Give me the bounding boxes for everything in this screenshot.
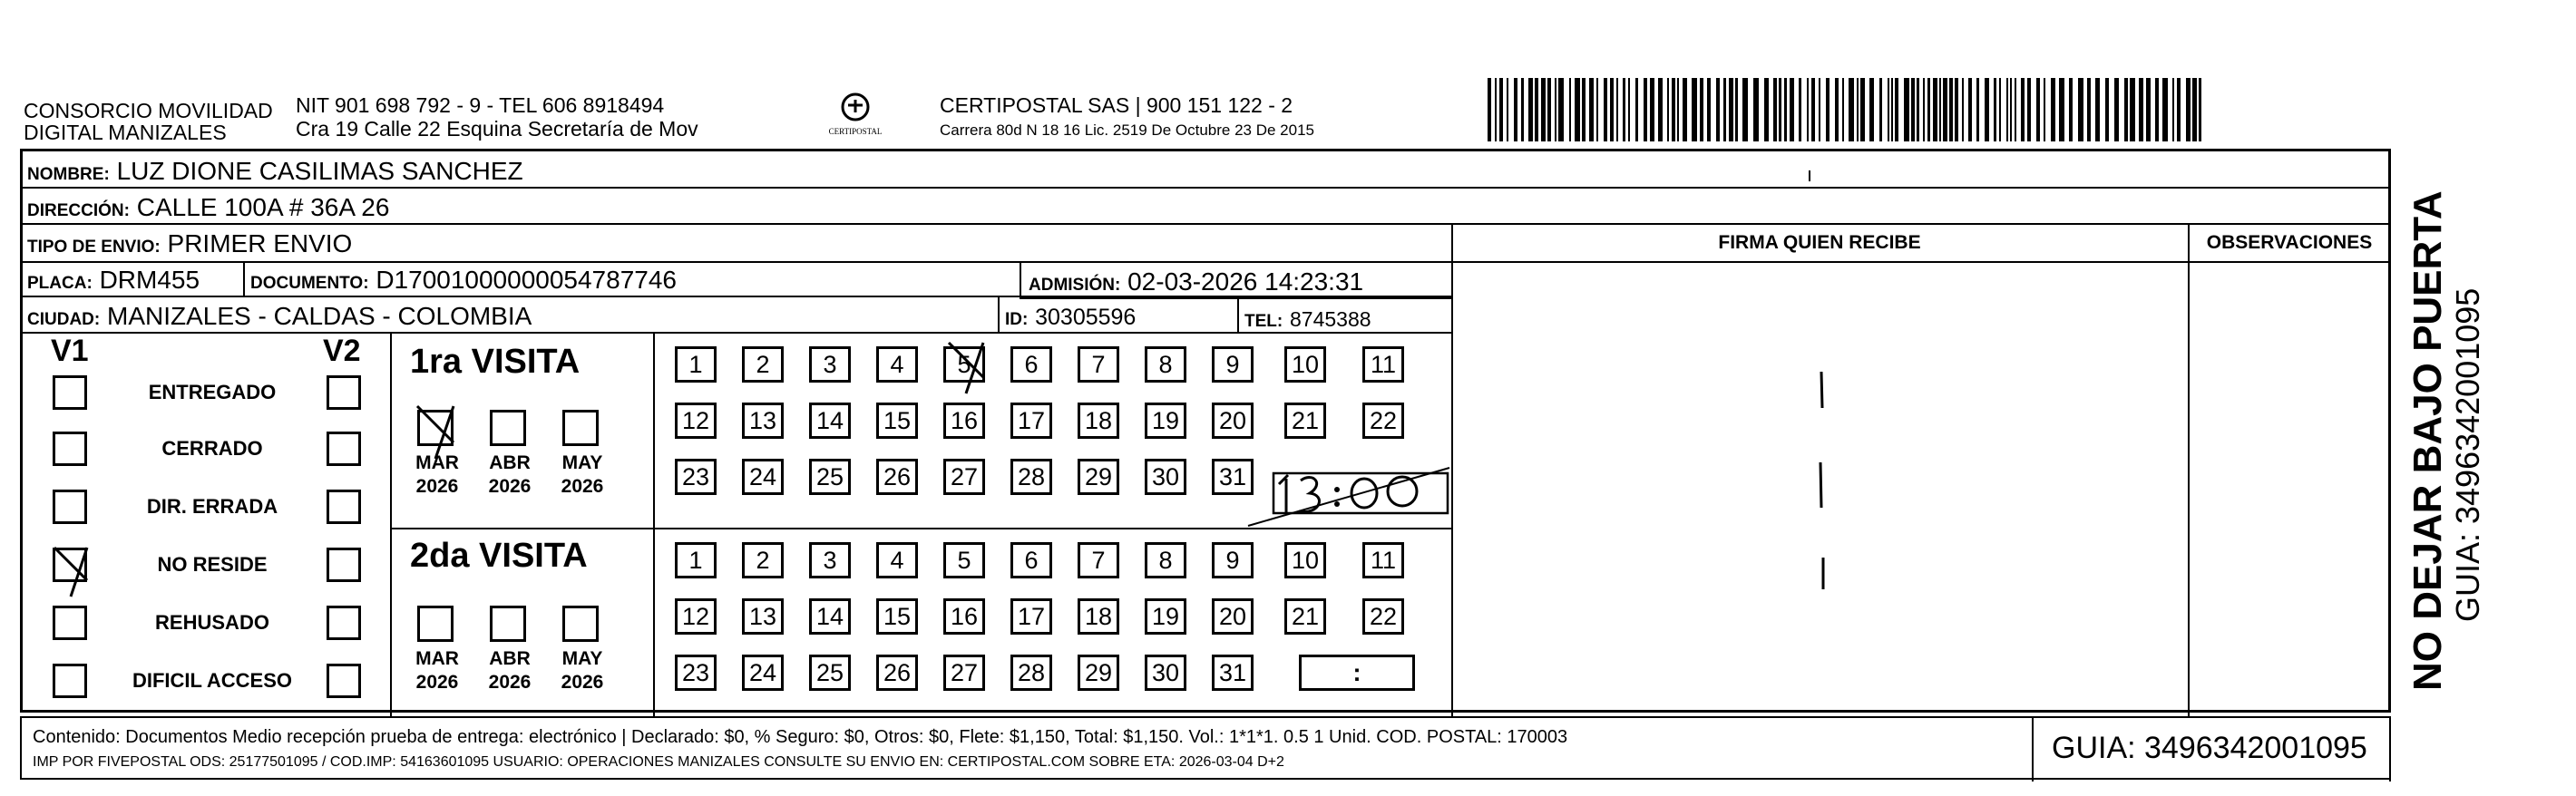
day-box[interactable]: 5 (943, 542, 985, 578)
month-checkbox[interactable] (562, 606, 599, 642)
status-v1-checkbox[interactable] (53, 375, 87, 410)
month-year: 2026 (415, 672, 459, 693)
time-box[interactable]: : (1299, 655, 1415, 691)
day-box[interactable]: 18 (1078, 403, 1119, 439)
day-box[interactable]: 27 (943, 655, 985, 691)
month-checkbox[interactable] (417, 606, 454, 642)
day-box[interactable]: 28 (1010, 655, 1052, 691)
tel-label: TEL: (1244, 312, 1283, 331)
id-number (1005, 301, 1136, 335)
status-label: REHUSADO (155, 611, 269, 634)
document-value: D17001000000054787746 (376, 266, 677, 294)
city-value: MANIZALES - CALDAS - COLOMBIA (107, 302, 532, 330)
status-label: DIR. ERRADA (146, 495, 278, 518)
day-box[interactable]: 1 (675, 542, 717, 578)
month-year: 2026 (488, 672, 532, 693)
status-v1-checkbox[interactable] (53, 490, 87, 524)
day-box[interactable]: 25 (809, 655, 851, 691)
contents-line: Contenido: Documentos Medio recepción prueba de entrega: electrónico | Declarado: $0, % Seguro: $0, Otros: $0, Flete: $1,150, Total: $1,150. Vol.: 1*1*1. 0.5 1 Unid. COD. POSTAL: 170003 (33, 727, 1568, 747)
visit1-title: 1ra VISITA (410, 343, 581, 381)
month-checkbox[interactable] (490, 606, 526, 642)
company-address: Cra 19 Calle 22 Esquina Secretaría de Mov (296, 117, 698, 141)
status-label: ENTREGADO (148, 381, 277, 403)
day-box[interactable]: 29 (1078, 655, 1119, 691)
day-box[interactable]: 24 (742, 459, 784, 495)
city (27, 301, 532, 335)
day-box[interactable]: 16 (943, 598, 985, 635)
day-box[interactable]: 11 (1362, 542, 1404, 578)
day-box[interactable]: 21 (1284, 403, 1326, 439)
status-v2-checkbox[interactable] (327, 375, 361, 410)
name-label: NOMBRE: (27, 165, 110, 184)
day-box[interactable]: 4 (876, 542, 918, 578)
day-box[interactable]: 6 (1010, 542, 1052, 578)
day-box[interactable]: 3 (809, 542, 851, 578)
print-info-line: IMP POR FIVEPOSTAL ODS: 25177501095 / COD.IMP: 54163601095 USUARIO: OPERACIONES MANIZALES CONSULTE SU ENVIO EN: CERTIPOSTAL.COM SOBRE ETA: 2026-03-04 D+2 (33, 754, 1284, 770)
day-box[interactable]: 4 (876, 346, 918, 383)
day-box[interactable]: 15 (876, 598, 918, 635)
status-v1-checkbox[interactable] (53, 606, 87, 640)
company-name-line2: DIGITAL MANIZALES (24, 121, 227, 144)
recipient-name (27, 156, 523, 190)
status-v2-checkbox[interactable] (327, 664, 361, 698)
plate (27, 265, 200, 299)
day-box[interactable]: 9 (1212, 346, 1254, 383)
day-box[interactable]: 2 (742, 346, 784, 383)
id-value: 30305596 (1035, 305, 1137, 330)
day-box[interactable]: 14 (809, 403, 851, 439)
day-box[interactable]: 29 (1078, 459, 1119, 495)
company-name-line1: CONSORCIO MOVILIDAD (24, 99, 273, 122)
day-box[interactable]: 22 (1362, 598, 1404, 635)
month-checkbox[interactable] (562, 410, 599, 446)
visit2-title: 2da VISITA (410, 537, 588, 575)
month-label: MAY (561, 648, 603, 669)
day-box[interactable]: 28 (1010, 459, 1052, 495)
day-box[interactable]: 10 (1284, 346, 1326, 383)
address-label: DIRECCIÓN: (27, 201, 130, 220)
handwritten-time (1270, 459, 1451, 531)
day-box[interactable]: 30 (1145, 459, 1186, 495)
day-box[interactable]: 27 (943, 459, 985, 495)
check-mark-icon (947, 341, 985, 397)
day-box[interactable]: 13 (742, 598, 784, 635)
side-guia: GUIA: 3496342001095 (2449, 287, 2486, 622)
day-box[interactable]: 19 (1145, 403, 1186, 439)
status-v2-checkbox[interactable] (327, 548, 361, 582)
day-box[interactable]: 12 (675, 598, 717, 635)
day-box[interactable]: 20 (1212, 598, 1254, 635)
day-box[interactable]: 16 (943, 403, 985, 439)
day-box[interactable]: 17 (1010, 598, 1052, 635)
day-box[interactable]: 3 (809, 346, 851, 383)
day-box[interactable]: 13 (742, 403, 784, 439)
admission-label: ADMISIÓN: (1029, 276, 1121, 295)
day-box[interactable]: 20 (1212, 403, 1254, 439)
day-box[interactable]: 22 (1362, 403, 1404, 439)
telephone (1244, 303, 1371, 337)
v2-heading: V2 (323, 334, 361, 368)
admission (1029, 267, 1363, 301)
day-box[interactable]: 5 (943, 346, 985, 383)
ship-type-label: TIPO DE ENVIO: (27, 238, 161, 257)
day-box[interactable]: 8 (1145, 346, 1186, 383)
day-box[interactable]: 10 (1284, 542, 1326, 578)
month-label: MAY (561, 452, 603, 473)
courier-name-line: CERTIPOSTAL SAS | 900 151 122 - 2 (940, 93, 1293, 117)
barcode (1488, 78, 2213, 141)
month-year: 2026 (561, 672, 604, 693)
day-box[interactable]: 9 (1212, 542, 1254, 578)
signature-column-heading: FIRMA QUIEN RECIBE (1718, 232, 1921, 253)
month-checkbox[interactable] (490, 410, 526, 446)
status-v2-checkbox[interactable] (327, 490, 361, 524)
day-box[interactable]: 15 (876, 403, 918, 439)
nit-line: NIT 901 698 792 - 9 - TEL 606 8918494 (296, 93, 665, 117)
day-box[interactable]: 21 (1284, 598, 1326, 635)
status-v1-checkbox[interactable] (53, 664, 87, 698)
check-mark-icon (53, 546, 89, 600)
month-label: ABR (489, 452, 531, 473)
document-label: DOCUMENTO: (250, 274, 369, 293)
month-label: MAR (415, 452, 459, 473)
status-label: CERRADO (161, 437, 263, 460)
day-box[interactable]: 18 (1078, 598, 1119, 635)
day-box[interactable]: 7 (1078, 346, 1119, 383)
day-box[interactable]: 14 (809, 598, 851, 635)
day-box[interactable]: 31 (1212, 459, 1254, 495)
signature-mark (1814, 363, 1832, 598)
status-label: NO RESIDE (157, 553, 268, 576)
id-label: ID: (1005, 310, 1029, 329)
shipment-type (27, 228, 352, 263)
address-value: CALLE 100A # 36A 26 (136, 193, 390, 221)
day-box[interactable]: 25 (809, 459, 851, 495)
day-box[interactable]: 26 (876, 655, 918, 691)
recipient-address (27, 192, 389, 227)
day-box[interactable]: 19 (1145, 598, 1186, 635)
side-warning: NO DEJAR BAJO PUERTA (2405, 190, 2450, 691)
ship-type-value: PRIMER ENVIO (167, 229, 353, 257)
day-box[interactable]: 26 (876, 459, 918, 495)
day-box[interactable]: 12 (675, 403, 717, 439)
svg-text:CERTIPOSTAL: CERTIPOSTAL (828, 127, 883, 136)
tel-value: 8745388 (1290, 307, 1371, 331)
observations-column-heading: OBSERVACIONES (2206, 232, 2373, 253)
courier-logo-icon (815, 89, 896, 143)
month-label: ABR (489, 648, 531, 669)
day-box[interactable]: 31 (1212, 655, 1254, 691)
document (250, 265, 677, 299)
month-year: 2026 (488, 476, 532, 497)
day-box[interactable]: 23 (675, 459, 717, 495)
day-box[interactable]: 7 (1078, 542, 1119, 578)
day-box[interactable]: 8 (1145, 542, 1186, 578)
courier-address-line: Carrera 80d N 18 16 Lic. 2519 De Octubre 23 De 2015 (940, 121, 1314, 139)
v1-heading: V1 (51, 334, 89, 368)
status-label: DIFICIL ACCESO (132, 669, 292, 692)
day-box[interactable]: 24 (742, 655, 784, 691)
admission-value: 02-03-2026 14:23:31 (1127, 267, 1364, 296)
tick-mark (1805, 170, 1814, 183)
month-year: 2026 (561, 476, 604, 497)
day-box[interactable]: 6 (1010, 346, 1052, 383)
name-value: LUZ DIONE CASILIMAS SANCHEZ (116, 157, 523, 185)
status-v2-checkbox[interactable] (327, 606, 361, 640)
month-label: MAR (415, 648, 459, 669)
plate-label: PLACA: (27, 274, 93, 293)
month-year: 2026 (415, 476, 459, 497)
day-box[interactable]: 17 (1010, 403, 1052, 439)
day-box[interactable]: 30 (1145, 655, 1186, 691)
guia-number: GUIA: 3496342001095 (2052, 731, 2367, 765)
day-box[interactable]: 1 (675, 346, 717, 383)
day-box[interactable]: 2 (742, 542, 784, 578)
city-label: CIUDAD: (27, 310, 101, 329)
day-box[interactable]: 11 (1362, 346, 1404, 383)
status-v1-checkbox[interactable] (53, 432, 87, 466)
plate-value: DRM455 (99, 266, 200, 294)
status-v2-checkbox[interactable] (327, 432, 361, 466)
day-box[interactable]: 23 (675, 655, 717, 691)
